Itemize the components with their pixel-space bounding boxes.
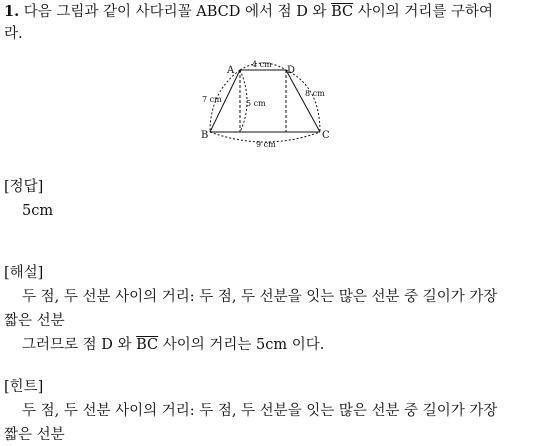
- explanation-segment-bc: $\overline{BC}$: [136, 337, 159, 353]
- explanation-line-1: 두 점, 두 선분 사이의 거리: 두 점, 두 선분을 잇는 많은 선분 중 길이가 가장: [22, 289, 498, 305]
- length-top: 4 cm: [252, 60, 272, 69]
- hint-header: [힌트]: [4, 379, 44, 395]
- answer-value: 5cm: [22, 203, 54, 219]
- length-left: 7 cm: [202, 95, 222, 104]
- explanation-line-3: [22, 335, 324, 355]
- label-b: B: [201, 130, 209, 141]
- problem-line-2: 라.: [4, 26, 23, 42]
- problem-number: 1.: [4, 3, 20, 20]
- length-right: 8 cm: [305, 89, 325, 98]
- hint-line-2: 짧은 선분: [4, 427, 65, 443]
- length-height: 5 cm: [246, 99, 266, 108]
- problem-line-1: [4, 2, 493, 22]
- length-bottom: 9 cm: [256, 140, 276, 149]
- explanation-header: [해설]: [4, 265, 44, 281]
- label-c: C: [322, 130, 330, 141]
- problem-text-part1: 다음 그림과 같이 사다리꼴 ABCD 에서 점 D 와: [23, 4, 332, 20]
- explanation-line-3-part1: 그러므로 점 D 와: [22, 337, 137, 353]
- segment-dc: [286, 70, 320, 132]
- answer-header: [정답]: [4, 179, 44, 195]
- explanation-line-2: 짧은 선분: [4, 313, 65, 329]
- trapezoid-figure: [196, 58, 346, 154]
- problem-text-part2: 사이의 거리를 구하여: [353, 4, 493, 20]
- hint-line-1: 두 점, 두 선분 사이의 거리: 두 점, 두 선분을 잇는 많은 선분 중 길이가 가장: [22, 403, 498, 419]
- label-a: A: [227, 65, 235, 76]
- explanation-line-3-part2: 사이의 거리는 5cm 이다.: [158, 337, 325, 353]
- label-d: D: [287, 65, 296, 76]
- problem-segment-bc: $\overline{BC}$: [331, 4, 354, 20]
